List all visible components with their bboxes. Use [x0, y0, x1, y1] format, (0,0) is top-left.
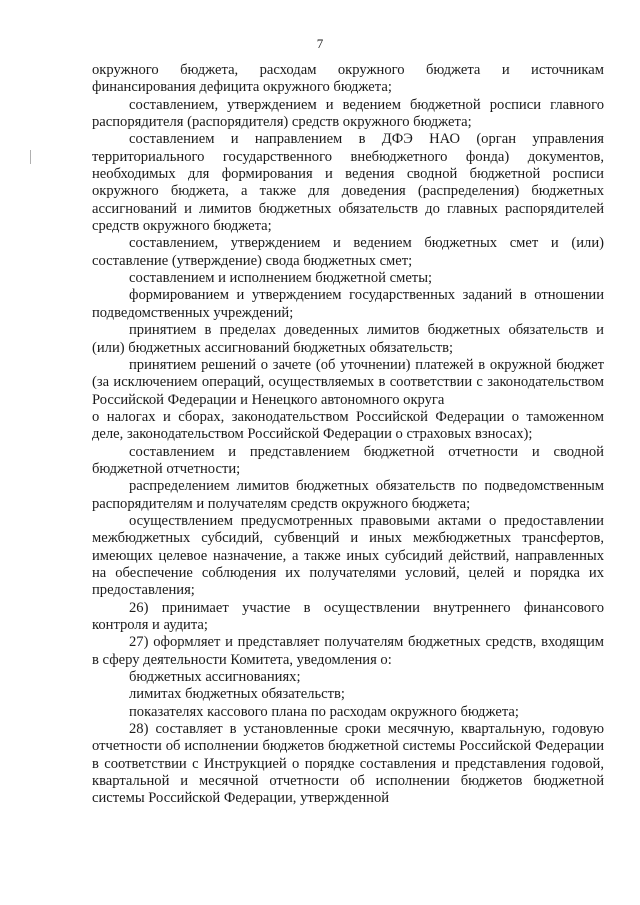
paragraph: составлением, утверждением и ведением бюджетной росписи главного распорядителя (распорядителя) средств окружного бюджета;	[92, 96, 604, 131]
paragraph: лимитах бюджетных обязательств;	[129, 686, 345, 703]
page-number: 7	[316, 36, 324, 51]
paragraph: составлением, утверждением и ведением бюджетных смет и (или) составление (утверждение) свода бюджетных смет;	[92, 235, 604, 269]
paragraph: 27) оформляет и представляет получателям бюджетных средств, входящим в сферу деятельности Комитета, уведомления о:	[92, 634, 604, 668]
paragraph: составлением и направлением в ДФЭ НАО (орган управления территориального государственного внебюджетного фонда) документов, необходимых для формирования и ведения сводной бюджетной росписи окружного бюджета, а также для доведения (распределения) бюджетных ассигнований и лимитов бюджетных обязательств до главных распорядителей средств окружного бюджета;	[92, 131, 604, 235]
paragraph: распределением лимитов бюджетных обязательств по подведомственным распорядителям и получателям средств окружного бюджета;	[92, 478, 604, 512]
paragraph: 26) принимает участие в осуществлении внутреннего финансового контроля и аудита;	[92, 599, 604, 633]
paragraph: составлением и представлением бюджетной отчетности и сводной бюджетной отчетности;	[92, 443, 604, 477]
paragraph: составлением и исполнением бюджетной сметы;	[129, 270, 433, 287]
paragraph: показателях кассового плана по расходам окружного бюджета;	[129, 703, 519, 720]
paragraph: принятием решений о зачете (об уточнении) платежей в окружной бюджет (за исключением операций, осуществляемых в соответствии с законодательством Российской Федерации и Ненецкого автономного округа	[92, 356, 604, 408]
paragraph: о налогах и сборах, законодательством Российской Федерации о таможенном деле, законодательством Российской Федерации о страховых взносах);	[92, 408, 604, 443]
margin-mark	[30, 150, 31, 164]
paragraph: принятием в пределах доведенных лимитов бюджетных обязательств и (или) бюджетных ассигнований бюджетных обязательств;	[92, 322, 604, 356]
paragraph: формированием и утверждением государственных заданий в отношении подведомственных учреждений;	[92, 287, 604, 321]
paragraph: окружного бюджета, расходам окружного бюджета и источникам финансирования дефицита окружного бюджета;	[92, 62, 604, 96]
paragraph: осуществлением предусмотренных правовыми актами о предоставлении межбюджетных субсидий, субвенций и иных межбюджетных трансфертов, имеющих целевое назначение, а также иных субсидий действий, направленных на обеспечение соблюдения их получателями условий, целей и порядка их предоставления;	[92, 512, 604, 599]
document-body	[92, 62, 604, 808]
paragraph: бюджетных ассигнованиях;	[129, 669, 301, 686]
paragraph: 28) составляет в установленные сроки месячную, квартальную, годовую отчетности об исполнении бюджетов бюджетной системы Российской Федерации в соответствии с Инструкцией о порядке составления и представления годовой, квартальной и месячной отчетности об исполнении бюджетов бюджетной системы Российской Федерации, утвержденной	[92, 721, 604, 807]
